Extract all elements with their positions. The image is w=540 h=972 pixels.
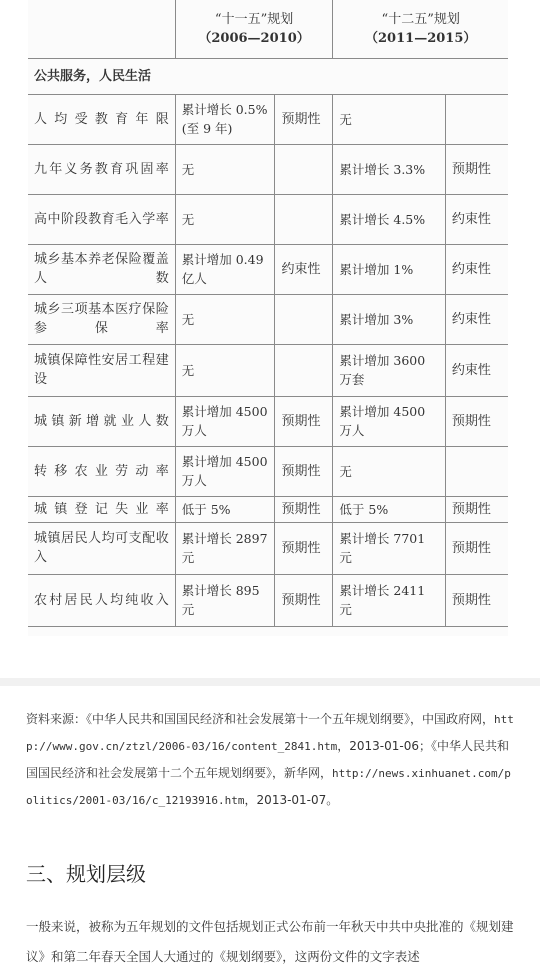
header-12th-years: （2011—2015） (365, 30, 477, 46)
plan11-type-cell: 预期性 (275, 396, 333, 446)
plan11-type-cell (275, 194, 333, 244)
plan11-value-cell: 累计增长 2897 元 (175, 522, 275, 574)
plan11-type-cell: 预期性 (275, 574, 333, 626)
plan11-value-cell: 无 (175, 294, 275, 344)
source-publisher-1: ，中国政府网， (410, 712, 495, 726)
plan12-value-cell: 累计增长 4.5% (333, 194, 445, 244)
plan12-type-cell: 约束性 (445, 194, 508, 244)
plan11-value-cell: 无 (175, 344, 275, 396)
plan12-value-cell: 累计增加 3600 万套 (333, 344, 445, 396)
source-link-1[interactable]: http://www.gov.cn/ztzl/2006-03/16/content_2841.htm (26, 713, 514, 753)
section-heading: 三、规划层级 (26, 862, 146, 886)
plan12-value-cell: 低于 5% (333, 496, 445, 522)
indicator-cell: 转移农业劳动率 (28, 446, 175, 496)
plan12-type-cell: 预期性 (445, 144, 508, 194)
plan11-type-cell: 约束性 (275, 244, 333, 294)
source-date-2: ，2013-01-07。 (244, 793, 339, 807)
indicator-cell: 城镇居民人均可支配收入 (28, 522, 175, 574)
section-title: 公共服务，人民生活 (28, 58, 508, 94)
indicator-cell: 城镇新增就业人数 (28, 396, 175, 446)
plan11-value-cell: 无 (175, 144, 275, 194)
header-blank-cell (28, 0, 175, 58)
plan12-value-cell: 累计增加 4500 万人 (333, 396, 445, 446)
indicator-cell: 高中阶段教育毛入学率 (28, 194, 175, 244)
indicator-cell: 九年义务教育巩固率 (28, 144, 175, 194)
table-row (28, 94, 508, 144)
table-row (28, 244, 508, 294)
indicator-cell: 城镇登记失业率 (28, 496, 175, 522)
table-row (28, 496, 508, 522)
plan11-type-cell: 预期性 (275, 496, 333, 522)
source-title-2: 《中华人民共和国国民经济和社会发展第十二个五年规划纲要》 (26, 739, 510, 780)
plan-comparison-table (28, 0, 508, 627)
source-link-2[interactable]: http://news.xinhuanet.com/politics/2001-03/16/c_12193916.htm (26, 767, 511, 807)
table-row (28, 344, 508, 396)
plan11-value-cell: 累计增加 4500 万人 (175, 446, 275, 496)
plan11-type-cell: 预期性 (275, 446, 333, 496)
header-12th-title: “十二五”规划 (381, 11, 460, 27)
table-row (28, 574, 508, 626)
plan12-value-cell: 累计增长 7701 元 (333, 522, 445, 574)
table-header-row (28, 0, 508, 58)
plan12-value-cell: 累计增加 3% (333, 294, 445, 344)
plan11-value-cell: 累计增长 895 元 (175, 574, 275, 626)
plan12-type-cell (445, 94, 508, 144)
plan11-type-cell (275, 294, 333, 344)
indicator-cell: 城镇保障性安居工程建设 (28, 344, 175, 396)
table-row (28, 194, 508, 244)
plan11-value-cell: 无 (175, 194, 275, 244)
source-prefix: 资料来源： (26, 712, 87, 726)
plan12-type-cell: 约束性 (445, 344, 508, 396)
source-note (26, 706, 516, 814)
plan12-value-cell: 累计增长 3.3% (333, 144, 445, 194)
table-scan-image (28, 0, 508, 636)
indicator-cell: 农村居民人均纯收入 (28, 574, 175, 626)
body-paragraph: 一般来说，被称为五年规划的文件包括规划正式公布前一年秋天中共中央批准的《规划建议》和第二年春天全国人大通过的《规划纲要》，这两份文件的文字表述 (26, 919, 514, 964)
plan11-type-cell: 预期性 (275, 94, 333, 144)
table-row (28, 446, 508, 496)
indicator-cell: 城乡基本养老保险覆盖人数 (28, 244, 175, 294)
source-publisher-2: ，新华网， (272, 766, 333, 780)
plan11-type-cell: 预期性 (275, 522, 333, 574)
plan11-value-cell: 低于 5% (175, 496, 275, 522)
source-date-1: ，2013-01-06； (337, 739, 432, 753)
header-11th-years: （2006—2010） (198, 30, 310, 46)
table-row (28, 396, 508, 446)
plan12-type-cell: 约束性 (445, 294, 508, 344)
plan11-value-cell: 累计增加 4500 万人 (175, 396, 275, 446)
indicator-cell: 城乡三项基本医疗保险参保率 (28, 294, 175, 344)
plan12-value-cell: 无 (333, 446, 445, 496)
plan12-type-cell: 预期性 (445, 574, 508, 626)
header-11th-title: “十一五”规划 (214, 11, 294, 27)
header-12th-plan (333, 0, 508, 58)
plan11-type-cell (275, 144, 333, 194)
plan12-type-cell: 约束性 (445, 244, 508, 294)
plan12-type-cell: 预期性 (445, 496, 508, 522)
table-row (28, 522, 508, 574)
table-row (28, 144, 508, 194)
plan12-value-cell: 累计增加 1% (333, 244, 445, 294)
plan12-value-cell: 累计增长 2411 元 (333, 574, 445, 626)
section-row (28, 58, 508, 94)
plan11-value-cell: 累计增长 0.5%(至 9 年) (175, 94, 275, 144)
table-row (28, 294, 508, 344)
source-title-1: 《中华人民共和国国民经济和社会发展第十一个五年规划纲要》 (86, 712, 411, 726)
plan12-type-cell: 预期性 (445, 396, 508, 446)
plan12-value-cell: 无 (333, 94, 445, 144)
indicator-cell: 人均受教育年限 (28, 94, 175, 144)
header-11th-plan (175, 0, 333, 58)
plan11-type-cell (275, 344, 333, 396)
section-divider (0, 678, 540, 686)
plan11-value-cell: 累计增加 0.49 亿人 (175, 244, 275, 294)
plan12-type-cell: 预期性 (445, 522, 508, 574)
plan12-type-cell (445, 446, 508, 496)
